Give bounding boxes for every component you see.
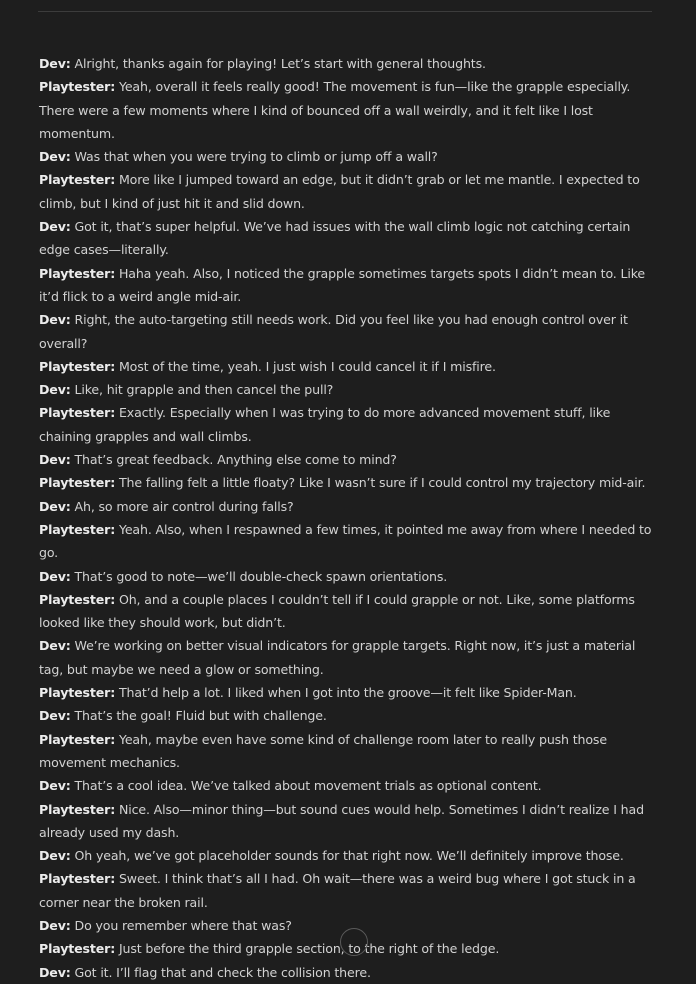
speaker-label: Dev: [39,219,71,235]
transcript-line-dev [39,145,657,168]
transcript-line-dev [39,961,657,984]
message-text: That’s the goal! Fluid but with challenge. [74,708,327,724]
message-text: Yeah. Also, when I respawned a few times, it pointed me away from where I needed to go. [39,521,652,561]
transcript-line-dev [39,448,657,471]
speaker-label: Dev: [39,638,71,654]
message-text: Nice. Also—minor thing—but sound cues would help. Sometimes I didn’t realize I had already used my dash. [39,801,644,840]
message-text: Do you remember where that was? [74,917,292,933]
speaker-label: Dev: [39,778,71,794]
transcript-line-dev [39,634,657,681]
transcript-line-dev [39,495,657,518]
message-text: We’re working on better visual indicators for grapple targets. Right now, it’s just a material tag, but maybe we need a glow or something. [39,638,636,677]
message-text: More like I jumped toward an edge, but it didn’t grab or let me mantle. I expected to climb, but I kind of just hit it and slid down. [39,172,640,211]
transcript-line-playtester [39,168,657,215]
message-text: Yeah, overall it feels really good! The movement is fun—like the grapple especially. There were a few moments where I kind of bounced off a wall weirdly, and it felt like I lost momentum. [39,79,631,141]
speaker-label: Playtester: [39,358,116,374]
scroll-to-bottom-button[interactable] [340,928,368,956]
message-text: Sweet. I think that’s all I had. Oh wait—there was a weird bug where I got stuck in a corner near the broken rail. [39,871,636,910]
message-text: Oh yeah, we’ve got placeholder sounds for that right now. We’ll definitely improve those. [74,848,624,864]
message-text: That’s great feedback. Anything else come to mind? [74,452,397,468]
speaker-label: Playtester: [39,265,116,281]
speaker-label: Dev: [39,498,71,514]
message-text: Just before the third grapple section, to the right of the ledge. [118,941,500,957]
message-text: Yeah, maybe even have some kind of challenge room later to really push those movement mechanics. [39,731,607,770]
message-text: Like, hit grapple and then cancel the pull? [74,382,334,398]
speaker-label: Playtester: [39,521,116,537]
transcript-line-dev [39,52,657,75]
speaker-label: Dev: [39,568,71,584]
speaker-label: Playtester: [39,79,116,95]
speaker-label: Dev: [39,964,71,980]
transcript-line-playtester [39,355,657,378]
transcript-line-dev [39,215,657,262]
speaker-label: Playtester: [39,941,116,957]
speaker-label: Dev: [39,56,71,71]
speaker-label: Dev: [39,312,71,328]
transcript-line-playtester [39,401,657,448]
transcript-line-dev [39,704,657,727]
speaker-label: Playtester: [39,731,116,747]
transcript-line-dev [39,844,657,867]
transcript-line-dev [39,565,657,588]
transcript-line-dev [39,774,657,797]
message-text: The falling felt a little floaty? Like I wasn’t sure if I could control my trajectory mid-air. [118,475,646,491]
message-text: Haha yeah. Also, I noticed the grapple sometimes targets spots I didn’t mean to. Like it’d flick to a weird angle mid-air. [39,265,645,304]
speaker-label: Dev: [39,708,71,724]
transcript-line-dev [39,308,657,355]
speaker-label: Playtester: [39,685,116,701]
transcript-line-dev [39,378,657,401]
speaker-label: Playtester: [39,801,116,817]
transcript-line-playtester [39,681,657,704]
message-text: Exactly. Especially when I was trying to do more advanced movement stuff, like chaining grapples and wall climbs. [39,405,611,444]
transcript-line-playtester [39,867,657,914]
speaker-label: Dev: [39,848,71,864]
transcript-line-playtester [39,262,657,309]
speaker-label: Playtester: [39,172,116,188]
speaker-label: Dev: [39,452,71,468]
message-text: Right, the auto-targeting still needs work. Did you feel like you had enough control over it overall? [39,312,628,351]
speaker-label: Playtester: [39,405,116,421]
speaker-label: Playtester: [39,591,116,607]
message-text: That’d help a lot. I liked when I got into the groove—it felt like Spider-Man. [118,685,577,701]
speaker-label: Playtester: [39,871,116,887]
message-text: Was that when you were trying to climb or jump off a wall? [74,149,438,165]
message-text: Most of the time, yeah. I just wish I could cancel it if I misfire. [118,358,496,374]
message-text: Got it. I’ll flag that and check the collision there. [74,964,371,980]
message-text: Oh, and a couple places I couldn’t tell if I could grapple or not. Like, some platforms looked like they should work, but didn’t. [39,591,635,631]
transcript-line-playtester [39,798,657,845]
speaker-label: Dev: [39,149,71,165]
transcript-line-playtester [39,471,657,494]
message-text: Got it, that’s super helpful. We’ve had issues with the wall climb logic not catching certain edge cases—literally. [39,219,631,258]
top-divider [38,11,652,12]
transcript-line-playtester [39,588,657,635]
transcript-line-playtester [39,518,657,565]
speaker-label: Dev: [39,382,71,398]
speaker-label: Playtester: [39,475,116,491]
message-text: That’s a cool idea. We’ve talked about movement trials as optional content. [74,778,542,794]
message-text: That’s good to note—we’ll double-check spawn orientations. [74,568,448,584]
transcript-line-playtester [39,75,657,145]
message-text: Ah, so more air control during falls? [74,498,294,514]
transcript-line-playtester [39,728,657,775]
speaker-label: Dev: [39,917,71,933]
transcript [39,52,657,984]
message-text: Alright, thanks again for playing! Let’s start with general thoughts. [74,56,486,71]
